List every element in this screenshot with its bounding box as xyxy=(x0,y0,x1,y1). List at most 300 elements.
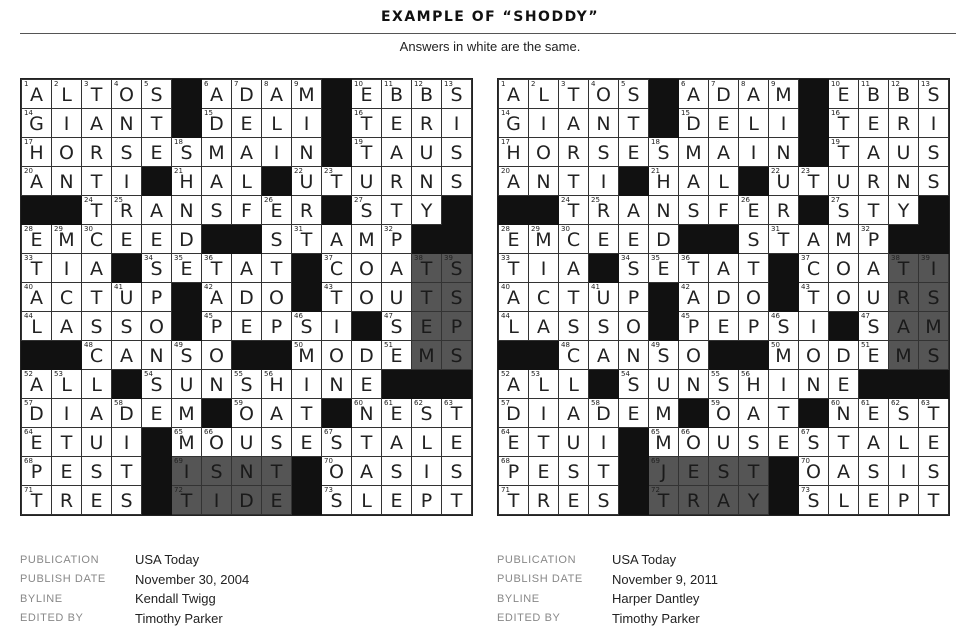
answer-letter: I xyxy=(810,316,817,338)
white-square xyxy=(22,370,52,399)
clue-number: 16 xyxy=(354,109,363,117)
black-square xyxy=(322,399,352,428)
white-square xyxy=(352,109,382,138)
clue-number: 19 xyxy=(354,138,363,146)
clue-number: 73 xyxy=(801,486,810,494)
answer-letter: P xyxy=(150,287,163,309)
white-square xyxy=(82,341,112,370)
black-square xyxy=(442,196,472,225)
white-square xyxy=(112,312,142,341)
black-square xyxy=(232,225,262,254)
white-square xyxy=(559,370,589,399)
clue-number: 5 xyxy=(621,80,626,88)
white-square xyxy=(559,167,589,196)
clue-number: 23 xyxy=(801,167,810,175)
answer-letter: S xyxy=(867,461,880,483)
clue-number: 21 xyxy=(174,167,183,175)
white-square xyxy=(442,457,472,486)
answer-letter: M xyxy=(298,345,315,367)
white-square xyxy=(352,196,382,225)
black-square xyxy=(172,283,202,312)
black-square xyxy=(322,196,352,225)
answer-letter: T xyxy=(567,200,580,222)
white-square xyxy=(142,225,172,254)
white-square xyxy=(799,167,829,196)
clue-number: 7 xyxy=(711,80,716,88)
white-square xyxy=(52,283,82,312)
white-square xyxy=(859,283,889,312)
info-value: Timothy Parker xyxy=(135,610,223,626)
white-square xyxy=(172,196,202,225)
clue-number: 25 xyxy=(591,196,600,204)
answer-letter: M xyxy=(835,229,852,251)
grid-row xyxy=(499,109,949,138)
answer-letter: N xyxy=(686,374,701,396)
white-square xyxy=(709,167,739,196)
grid-row xyxy=(22,167,472,196)
info-value: Kendall Twigg xyxy=(135,591,216,607)
answer-letter: L xyxy=(61,84,72,106)
white-square xyxy=(679,80,709,109)
white-square xyxy=(322,341,352,370)
highlighted-square xyxy=(232,457,262,486)
answer-letter: S xyxy=(807,490,820,512)
black-square xyxy=(172,80,202,109)
answer-letter: E xyxy=(270,490,283,512)
answer-letter: T xyxy=(420,287,433,309)
answer-letter: R xyxy=(536,490,551,512)
white-square xyxy=(769,138,799,167)
white-square xyxy=(112,341,142,370)
white-square xyxy=(322,225,352,254)
answer-letter: C xyxy=(59,287,74,309)
white-square xyxy=(322,457,352,486)
answer-letter: S xyxy=(717,461,730,483)
grid-row xyxy=(499,457,949,486)
clue-number: 68 xyxy=(501,457,510,465)
answer-letter: S xyxy=(90,316,103,338)
answer-letter: O xyxy=(806,461,821,483)
answer-letter: E xyxy=(747,200,760,222)
white-square xyxy=(262,312,292,341)
answer-letter: S xyxy=(450,84,463,106)
answer-letter: A xyxy=(60,316,73,338)
answer-letter: P xyxy=(897,490,910,512)
white-square xyxy=(769,312,799,341)
info-label: PUBLISH DATE xyxy=(20,573,106,586)
clue-number: 47 xyxy=(861,312,870,320)
white-square xyxy=(559,341,589,370)
white-square xyxy=(919,486,949,515)
white-square xyxy=(412,486,442,515)
grid-row xyxy=(499,312,949,341)
highlighted-square xyxy=(412,312,442,341)
answer-letter: E xyxy=(627,142,640,164)
white-square xyxy=(322,283,352,312)
white-square xyxy=(82,399,112,428)
grid-row xyxy=(22,312,472,341)
white-square xyxy=(352,254,382,283)
white-square xyxy=(292,312,322,341)
answer-letter: A xyxy=(627,200,640,222)
white-square xyxy=(82,283,112,312)
answer-letter: P xyxy=(30,461,43,483)
black-square xyxy=(202,399,232,428)
highlighted-square xyxy=(679,486,709,515)
white-square xyxy=(709,138,739,167)
answer-letter: T xyxy=(390,200,403,222)
answer-letter: A xyxy=(567,258,580,280)
clue-number: 29 xyxy=(531,225,540,233)
clue-number: 64 xyxy=(501,428,510,436)
white-square xyxy=(739,225,769,254)
answer-letter: U xyxy=(359,171,374,193)
answer-letter: I xyxy=(540,258,547,280)
white-square xyxy=(202,283,232,312)
answer-letter: I xyxy=(453,113,460,135)
black-square xyxy=(322,109,352,138)
white-square xyxy=(442,399,472,428)
answer-letter: E xyxy=(390,403,403,425)
answer-letter: T xyxy=(30,258,43,280)
white-square xyxy=(172,399,202,428)
clue-number: 39 xyxy=(444,254,453,262)
white-square xyxy=(202,109,232,138)
answer-letter: J xyxy=(660,461,667,483)
clue-number: 36 xyxy=(681,254,690,262)
white-square xyxy=(829,80,859,109)
clue-number: 47 xyxy=(384,312,393,320)
clue-number: 3 xyxy=(84,80,89,88)
clue-number: 1 xyxy=(501,80,506,88)
white-square xyxy=(919,428,949,457)
answer-letter: R xyxy=(89,142,104,164)
clue-number: 48 xyxy=(84,341,93,349)
white-square xyxy=(22,225,52,254)
white-square xyxy=(499,225,529,254)
grid-row xyxy=(22,486,472,515)
white-square xyxy=(769,399,799,428)
answer-letter: N xyxy=(419,171,434,193)
answer-letter: D xyxy=(506,403,521,425)
clue-number: 72 xyxy=(651,486,660,494)
black-square xyxy=(799,109,829,138)
info-value: USA Today xyxy=(135,552,200,568)
answer-letter: O xyxy=(836,258,851,280)
black-square xyxy=(172,312,202,341)
answer-letter: S xyxy=(150,258,163,280)
answer-letter: S xyxy=(150,374,163,396)
answer-letter: A xyxy=(210,287,223,309)
white-square xyxy=(589,399,619,428)
black-square xyxy=(352,312,382,341)
answer-letter: B xyxy=(419,84,434,106)
clue-number: 56 xyxy=(264,370,273,378)
info-value: USA Today xyxy=(612,552,677,568)
black-square xyxy=(679,399,709,428)
white-square xyxy=(322,486,352,515)
white-square xyxy=(22,312,52,341)
white-square xyxy=(709,109,739,138)
answer-letter: L xyxy=(748,113,759,135)
white-square xyxy=(559,109,589,138)
clue-number: 52 xyxy=(24,370,33,378)
white-square xyxy=(112,80,142,109)
answer-letter: F xyxy=(241,200,252,222)
clue-number: 56 xyxy=(741,370,750,378)
clue-number: 23 xyxy=(324,167,333,175)
answer-letter: B xyxy=(896,84,911,106)
answer-letter: D xyxy=(179,229,194,251)
white-square xyxy=(292,341,322,370)
answer-letter: C xyxy=(536,287,551,309)
answer-letter: H xyxy=(179,171,194,193)
answer-letter: S xyxy=(897,403,910,425)
black-square xyxy=(769,457,799,486)
clue-number: 15 xyxy=(681,109,690,117)
white-square xyxy=(679,138,709,167)
clue-number: 57 xyxy=(24,399,33,407)
answer-letter: M xyxy=(418,345,435,367)
white-square xyxy=(499,399,529,428)
black-square xyxy=(679,225,709,254)
answer-letter: T xyxy=(30,490,43,512)
answer-letter: D xyxy=(836,345,851,367)
answer-letter: P xyxy=(450,316,463,338)
white-square xyxy=(82,457,112,486)
answer-letter: T xyxy=(180,490,193,512)
answer-letter: O xyxy=(686,345,701,367)
clue-number: 11 xyxy=(384,80,393,88)
clue-number: 46 xyxy=(294,312,303,320)
white-square xyxy=(529,486,559,515)
white-square xyxy=(82,109,112,138)
black-square xyxy=(649,80,679,109)
answer-letter: N xyxy=(59,171,74,193)
answer-letter: E xyxy=(150,142,163,164)
white-square xyxy=(649,167,679,196)
answer-letter: U xyxy=(896,142,911,164)
answer-letter: M xyxy=(775,84,792,106)
white-square xyxy=(412,109,442,138)
answer-letter: L xyxy=(538,84,549,106)
clue-number: 18 xyxy=(651,138,660,146)
answer-letter: A xyxy=(537,316,550,338)
white-square xyxy=(352,138,382,167)
white-square xyxy=(52,312,82,341)
white-square xyxy=(322,254,352,283)
info-row-edited-by xyxy=(497,609,718,629)
info-value: Timothy Parker xyxy=(612,610,700,626)
black-square xyxy=(799,196,829,225)
answer-letter: S xyxy=(927,142,940,164)
white-square xyxy=(739,370,769,399)
white-square xyxy=(589,109,619,138)
answer-letter: I xyxy=(213,490,220,512)
answer-letter: S xyxy=(450,142,463,164)
white-square xyxy=(292,370,322,399)
answer-letter: A xyxy=(597,345,610,367)
white-square xyxy=(529,457,559,486)
answer-letter: L xyxy=(91,374,102,396)
answer-letter: U xyxy=(596,287,611,309)
white-square xyxy=(709,283,739,312)
answer-letter: O xyxy=(359,258,374,280)
white-square xyxy=(382,457,412,486)
answer-letter: S xyxy=(717,374,730,396)
white-square xyxy=(352,80,382,109)
clue-number: 36 xyxy=(204,254,213,262)
clue-number: 54 xyxy=(144,370,153,378)
white-square xyxy=(202,428,232,457)
answer-letter: D xyxy=(359,345,374,367)
white-square xyxy=(142,138,172,167)
white-square xyxy=(829,370,859,399)
clue-number: 68 xyxy=(24,457,33,465)
answer-letter: I xyxy=(303,113,310,135)
answer-letter: U xyxy=(716,432,731,454)
answer-letter: D xyxy=(239,287,254,309)
answer-letter: P xyxy=(270,316,283,338)
white-square xyxy=(22,254,52,283)
white-square xyxy=(499,254,529,283)
info-row-publication xyxy=(497,550,718,570)
clue-number: 59 xyxy=(711,399,720,407)
clue-number: 19 xyxy=(831,138,840,146)
info-label: PUBLICATION xyxy=(20,553,100,566)
clue-number: 62 xyxy=(891,399,900,407)
answer-letter: N xyxy=(119,113,134,135)
white-square xyxy=(202,80,232,109)
answer-letter: T xyxy=(90,200,103,222)
answer-letter: I xyxy=(303,374,310,396)
answer-letter: S xyxy=(687,200,700,222)
answer-letter: T xyxy=(90,84,103,106)
answer-letter: I xyxy=(600,432,607,454)
answer-letter: T xyxy=(567,171,580,193)
clue-number: 38 xyxy=(891,254,900,262)
grid-row xyxy=(22,196,472,225)
white-square xyxy=(499,370,529,399)
clue-number: 45 xyxy=(204,312,213,320)
black-square xyxy=(619,167,649,196)
black-square xyxy=(799,399,829,428)
answer-letter: M xyxy=(655,403,672,425)
clue-number: 21 xyxy=(651,167,660,175)
black-square xyxy=(529,196,559,225)
clue-number: 61 xyxy=(861,399,870,407)
clue-number: 5 xyxy=(144,80,149,88)
white-square xyxy=(649,138,679,167)
white-square xyxy=(292,428,322,457)
highlighted-square xyxy=(919,254,949,283)
white-square xyxy=(709,370,739,399)
white-square xyxy=(442,486,472,515)
answer-letter: M xyxy=(895,345,912,367)
clue-number: 42 xyxy=(681,283,690,291)
answer-letter: N xyxy=(149,345,164,367)
white-square xyxy=(142,109,172,138)
white-square xyxy=(859,225,889,254)
highlighted-square xyxy=(889,254,919,283)
answer-letter: S xyxy=(657,345,670,367)
answer-letter: E xyxy=(867,345,880,367)
highlighted-square xyxy=(739,457,769,486)
answer-letter: I xyxy=(930,113,937,135)
answer-letter: A xyxy=(270,84,283,106)
white-square xyxy=(112,225,142,254)
white-square xyxy=(919,167,949,196)
answer-letter: I xyxy=(540,403,547,425)
answer-letter: T xyxy=(300,403,313,425)
white-square xyxy=(529,428,559,457)
clue-number: 26 xyxy=(741,196,750,204)
white-square xyxy=(859,254,889,283)
black-square xyxy=(709,341,739,370)
clue-number: 17 xyxy=(24,138,33,146)
answer-letter: A xyxy=(747,84,760,106)
grid-row xyxy=(499,167,949,196)
answer-letter: U xyxy=(419,142,434,164)
answer-letter: S xyxy=(450,258,463,280)
grid-row xyxy=(22,370,472,399)
white-square xyxy=(382,196,412,225)
answer-letter: E xyxy=(60,461,73,483)
white-square xyxy=(262,109,292,138)
answer-letter: T xyxy=(360,142,373,164)
clue-number: 51 xyxy=(861,341,870,349)
white-square xyxy=(22,457,52,486)
clue-number: 28 xyxy=(24,225,33,233)
grid-row xyxy=(499,486,949,515)
highlighted-square xyxy=(442,254,472,283)
answer-letter: D xyxy=(596,403,611,425)
white-square xyxy=(739,109,769,138)
highlighted-square xyxy=(709,486,739,515)
white-square xyxy=(859,399,889,428)
answer-letter: P xyxy=(627,287,640,309)
clue-number: 1 xyxy=(24,80,29,88)
white-square xyxy=(619,80,649,109)
white-square xyxy=(232,196,262,225)
white-square xyxy=(589,428,619,457)
answer-letter: C xyxy=(566,345,581,367)
white-square xyxy=(769,428,799,457)
white-square xyxy=(619,341,649,370)
answer-letter: P xyxy=(390,229,403,251)
grid-row xyxy=(22,254,472,283)
clue-number: 37 xyxy=(324,254,333,262)
white-square xyxy=(112,196,142,225)
answer-letter: S xyxy=(450,287,463,309)
clue-number: 52 xyxy=(501,370,510,378)
answer-letter: H xyxy=(656,171,671,193)
answer-letter: S xyxy=(120,490,133,512)
white-square xyxy=(829,138,859,167)
white-square xyxy=(739,254,769,283)
white-square xyxy=(142,341,172,370)
white-square xyxy=(352,283,382,312)
answer-letter: U xyxy=(656,374,671,396)
clue-number: 24 xyxy=(84,196,93,204)
white-square xyxy=(859,312,889,341)
white-square xyxy=(202,167,232,196)
white-square xyxy=(919,138,949,167)
answer-letter: E xyxy=(687,461,700,483)
white-square xyxy=(499,283,529,312)
white-square xyxy=(262,225,292,254)
white-square xyxy=(499,428,529,457)
